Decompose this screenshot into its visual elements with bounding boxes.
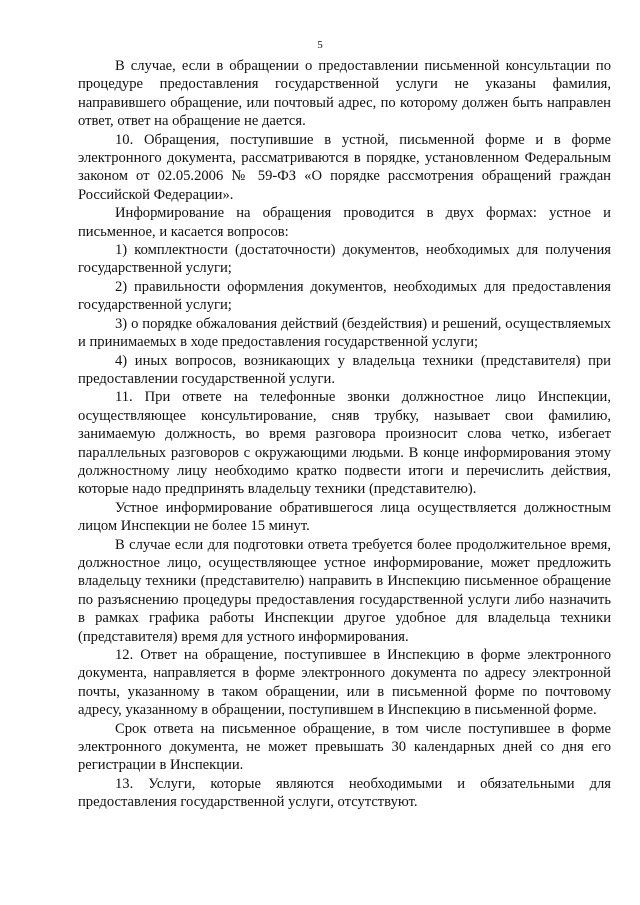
paragraph-11-phone-calls: 11. При ответе на телефонные звонки должностное лицо Инспекции, осуществляющее консультирование, сняв трубку, называет свои фамилию, занимаемую должность, во время разговора произносит слова четко, избегает параллельных разговоров с окружающими людьми. В конце информирования этому должностному лицу необходимо кратко подвести итоги и перечислить действия, которые надо предпринять владельцу техники (представителю). bbox=[78, 389, 611, 498]
paragraph-oral-duration: Устное информирование обратившегося лица осуществляется должностным лицом Инспекции не более 15 минут. bbox=[78, 499, 611, 535]
list-item-1-completeness: 1) комплектности (достаточности) документов, необходимых для получения государственной услуги; bbox=[78, 242, 611, 277]
document-body bbox=[78, 57, 611, 812]
page-number: 5 bbox=[317, 39, 323, 51]
paragraph-no-address: В случае, если в обращении о предоставлении письменной консультации по процедуре предоставления государственной услуги не указаны фамилия, направившего обращение, или почтовый адрес, по которому должен быть направлен ответ, ответ на обращение не дается. bbox=[78, 58, 611, 130]
list-item-2-correctness: 2) правильности оформления документов, необходимых для предоставления государственной услуги; bbox=[78, 278, 611, 314]
list-item-3-appeal-procedure: 3) о порядке обжалования действий (бездействия) и решений, осуществляемых и принимаемых в ходе предоставления государственной услуги; bbox=[78, 315, 611, 351]
paragraph-reply-deadline: Срок ответа на письменное обращение, в том числе поступившее в форме электронного документа, не может превышать 30 календарных дней со дня его регистрации в Инспекции. bbox=[78, 720, 611, 774]
paragraph-12-electronic-reply: 12. Ответ на обращение, поступившее в Инспекцию в форме электронного документа, направляется в форме электронного документа по адресу электронной почты, указанному в таком обращении, или в письменной форме по почтовому адресу, указанному в обращении, поступившем в Инспекцию в письменной форме. bbox=[78, 647, 611, 719]
paragraph-10-appeals: 10. Обращения, поступившие в устной, письменной форме и в форме электронного документа, рассматриваются в порядке, установленном Федеральным законом от 02.05.2006 № 59-ФЗ «О порядке рассмотрения обращений граждан Российской Федерации». bbox=[78, 131, 611, 203]
paragraph-longer-preparation: В случае если для подготовки ответа требуется более продолжительное время, должностное лицо, осуществляющее устное информирование, может предложить владельцу техники (представителю) направить в Инспекцию письменное обращение по разъяснению процедуры предоставления государственной услуги либо назначить в рамках графика работы Инспекции другое удобное для владельца техники (представителя) время для устного информирования. bbox=[78, 536, 611, 645]
paragraph-13-services: 13. Услуги, которые являются необходимыми и обязательными для предоставления государственной услуги, отсутствуют. bbox=[78, 775, 611, 811]
list-item-4-other-questions: 4) иных вопросов, возникающих у владельца техники (представителя) при предоставлении государственной услуги. bbox=[78, 352, 611, 387]
paragraph-information-forms: Информирование на обращения проводится в двух формах: устное и письменное, и касается вопросов: bbox=[78, 205, 611, 240]
